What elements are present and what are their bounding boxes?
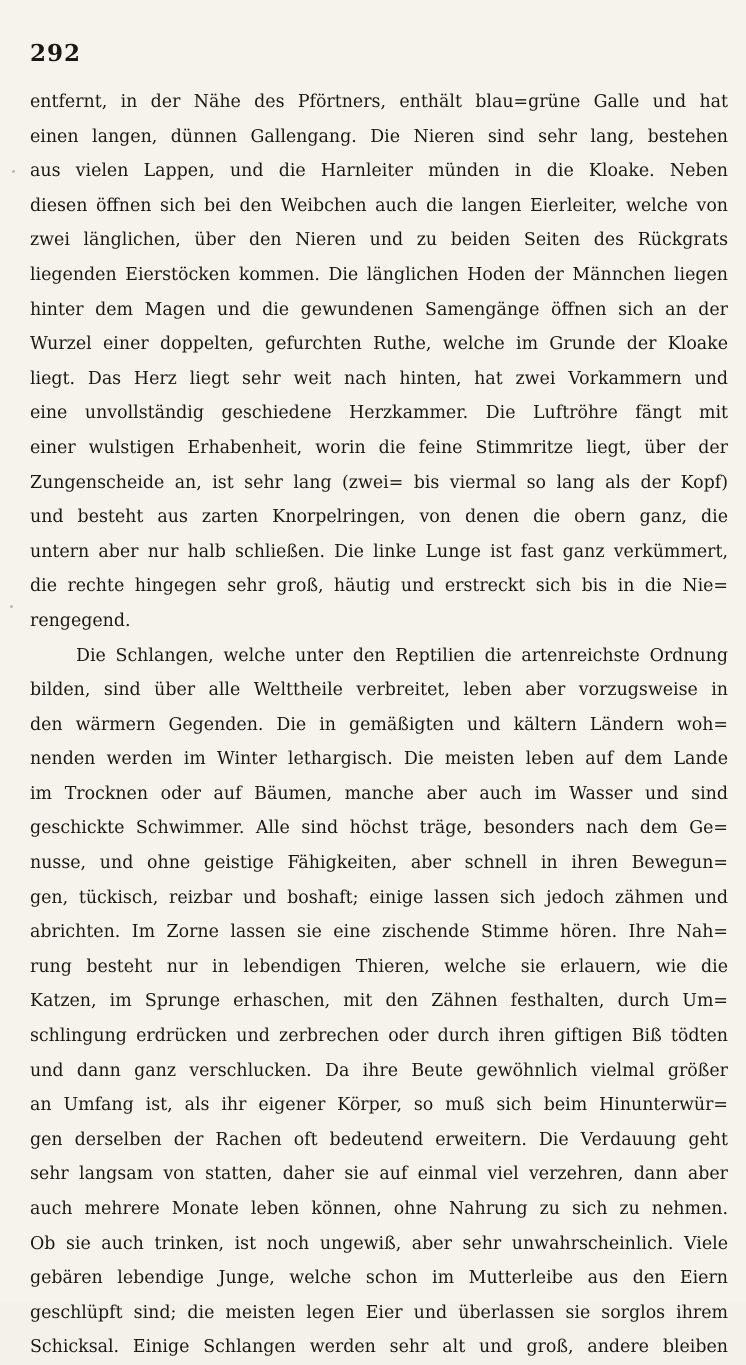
paragraph-2: [30, 639, 728, 1365]
text-line: liegt. Das Herz liegt sehr weit nach hinten, hat zwei Vorkammern und: [30, 368, 728, 389]
text-line: entfernt, in der Nähe des Pförtners, enthält blau=grüne Galle und hat: [30, 92, 728, 112]
text-line: im Trocknen oder auf Bäumen, manche aber auch im Wasser und sind: [30, 783, 728, 804]
text-line: Schicksal. Einige Schlangen werden sehr alt und groß, andere bleiben: [30, 1337, 728, 1358]
text-line: aus vielen Lappen, und die Harnleiter münden in die Kloake. Neben: [30, 161, 728, 182]
text-line: den wärmern Gegenden. Die in gemäßigten und kältern Ländern woh=: [30, 714, 728, 735]
text-line: und besteht aus zarten Knorpelringen, von denen die obern ganz, die: [30, 507, 728, 528]
text-line: rengegend.: [30, 610, 131, 631]
text-line: nenden werden im Winter lethargisch. Die meisten leben auf dem Lande: [30, 749, 728, 770]
text-line: schlingung erdrücken und zerbrechen oder durch ihren giftigen Biß tödten: [30, 1026, 728, 1047]
text-line: einer wulstigen Erhabenheit, worin die feine Stimmritze liegt, über der: [30, 437, 728, 458]
text-line: zwei länglichen, über den Nieren und zu beiden Seiten des Rückgrats: [30, 230, 728, 251]
text-line: und dann ganz verschlucken. Da ihre Beute gewöhnlich vielmal größer: [30, 1060, 728, 1081]
text-line: untern aber nur halb schließen. Die linke Lunge ist fast ganz verkümmert,: [30, 541, 728, 562]
text-line: bilden, sind über alle Welttheile verbreitet, leben aber vorzugsweise in: [30, 680, 728, 701]
body-text: [30, 85, 728, 1365]
paragraph-1: [30, 85, 728, 639]
text-line: auch mehrere Monate leben können, ohne Nahrung zu sich zu nehmen.: [30, 1199, 728, 1219]
page-number: 292: [30, 40, 82, 67]
text-line: geschickte Schwimmer. Alle sind höchst träge, besonders nach dem Ge=: [30, 818, 728, 839]
text-line: gen derselben der Rachen oft bedeutend erweitern. Die Verdauung geht: [30, 1129, 728, 1150]
text-line: sehr langsam von statten, daher sie auf einmal viel verzehren, dann aber: [30, 1164, 728, 1185]
text-line: eine unvollständig geschiedene Herzkammer. Die Luftröhre fängt mit: [30, 403, 728, 424]
paper-speck: [10, 605, 13, 608]
paper-speck: [12, 170, 15, 173]
text-line: rung besteht nur in lebendigen Thieren, welche sie erlauern, wie die: [30, 956, 728, 977]
text-line: hinter dem Magen und die gewundenen Samengänge öffnen sich an der: [30, 299, 728, 320]
text-line: Die Schlangen, welche unter den Reptilien die artenreichste Ordnung: [76, 645, 728, 666]
text-line: geschlüpft sind; die meisten legen Eier und überlassen sie sorglos ihrem: [30, 1302, 728, 1323]
text-line: Zungenscheide an, ist sehr lang (zwei= bis viermal so lang als der Kopf): [30, 472, 728, 493]
text-line: nusse, und ohne geistige Fähigkeiten, aber schnell in ihren Bewegun=: [30, 853, 728, 874]
text-line: die rechte hingegen sehr groß, häutig und erstreckt sich bis in die Nie=: [30, 576, 728, 597]
text-line: Katzen, im Sprunge erhaschen, mit den Zähnen festhalten, durch Um=: [30, 991, 728, 1012]
text-line: abrichten. Im Zorne lassen sie eine zischende Stimme hören. Ihre Nah=: [30, 922, 728, 943]
text-line: einen langen, dünnen Gallengang. Die Nieren sind sehr lang, bestehen: [30, 126, 728, 147]
text-line: Wurzel einer doppelten, gefurchten Ruthe, welche im Grunde der Kloake: [30, 334, 728, 355]
text-line: diesen öffnen sich bei den Weibchen auch die langen Eierleiter, welche von: [30, 195, 728, 216]
text-line: Ob sie auch trinken, ist noch ungewiß, aber sehr unwahrscheinlich. Viele: [30, 1233, 728, 1254]
text-line: gen, tückisch, reizbar und boshaft; einige lassen sich jedoch zähmen und: [30, 887, 728, 908]
text-line: liegenden Eierstöcken kommen. Die länglichen Hoden der Männchen liegen: [30, 264, 728, 285]
text-line: an Umfang ist, als ihr eigener Körper, so muß sich beim Hinunterwür=: [30, 1095, 728, 1116]
text-line: gebären lebendige Junge, welche schon im Mutterleibe aus den Eiern: [30, 1268, 728, 1289]
